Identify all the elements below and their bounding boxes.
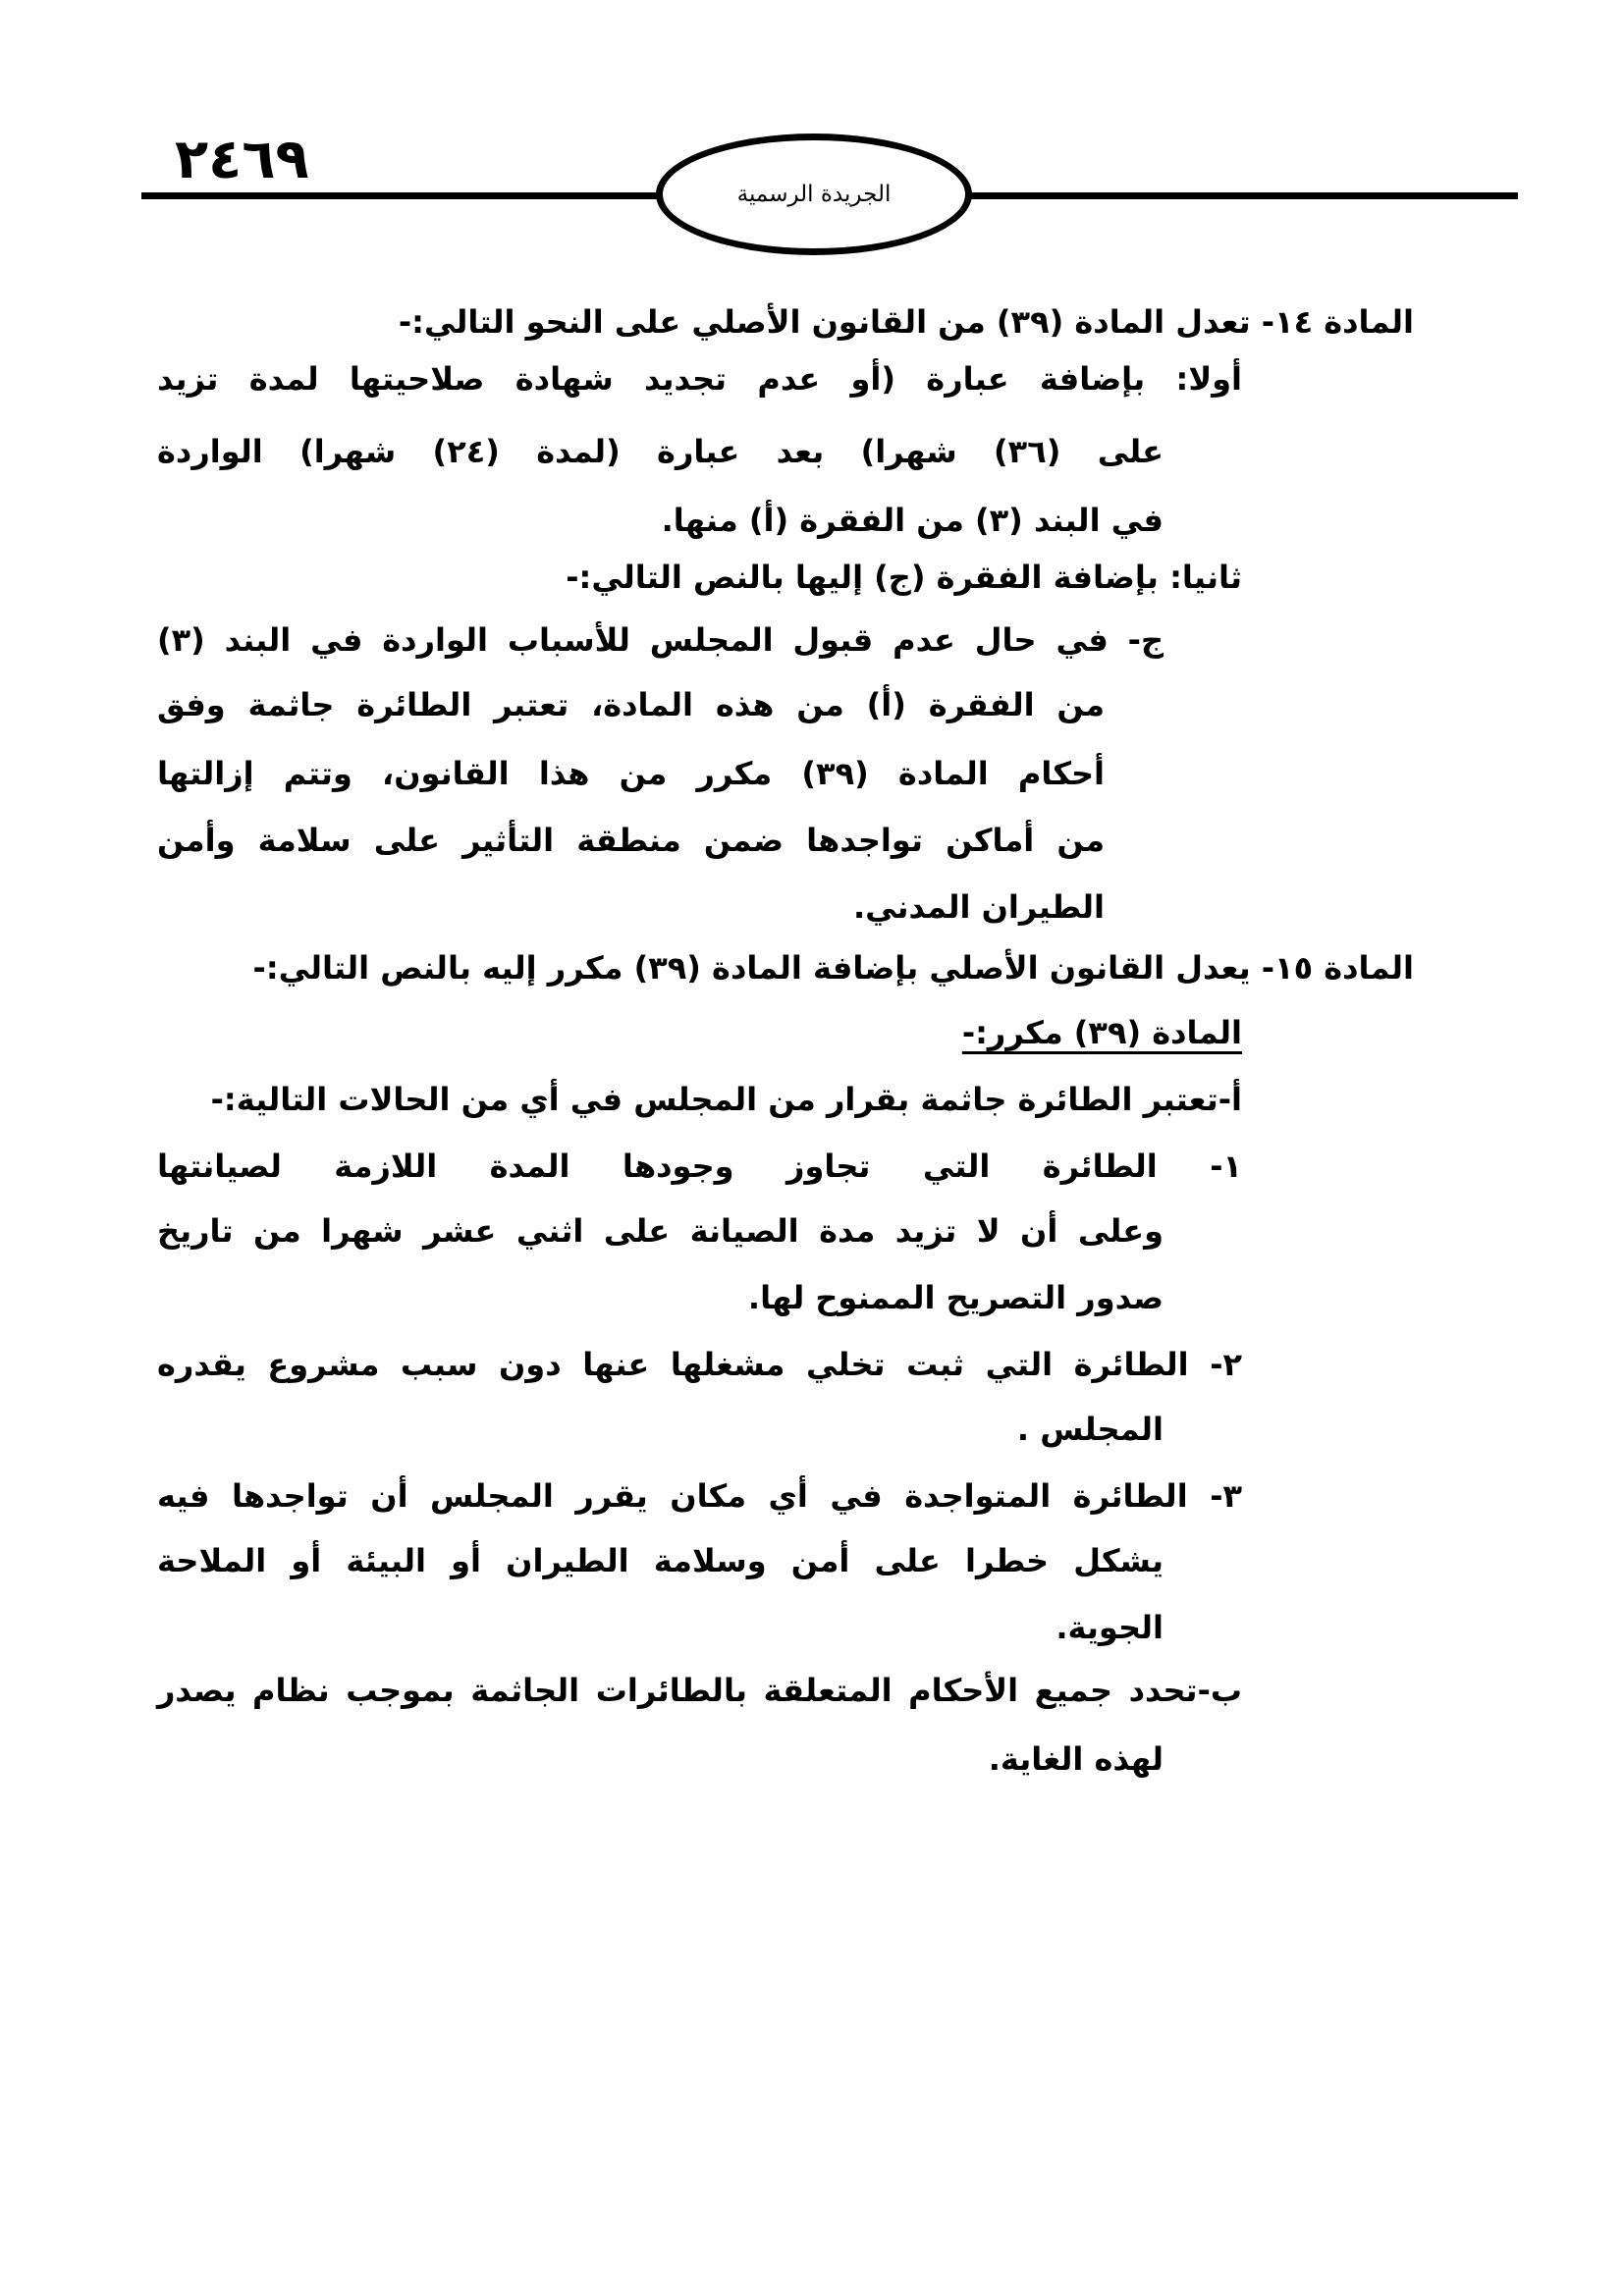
item-3-line-1: ٣- الطائرة المتواجدة في أي مكان يقرر المجلس أن تواجدها فيه — [157, 1477, 1242, 1515]
clause-first-line-2: على (٣٦) شهرا) بعد عبارة (لمدة (٢٤) شهرا) الواردة — [157, 433, 1164, 470]
item-3-line-2: يشكل خطرا على أمن وسلامة الطيران أو البيئة أو الملاحة — [157, 1542, 1164, 1579]
item-1-line-2: وعلى أن لا تزيد مدة الصيانة على اثني عشر شهرا من تاريخ — [157, 1212, 1164, 1250]
article-39-bis-title: المادة (٣٩) مكرر:- — [961, 1014, 1242, 1051]
item-2-line-1: ٢- الطائرة التي ثبت تخلي مشغلها عنها دون سبب مشروع يقدره — [157, 1346, 1242, 1383]
item-3-line-3: الجوية. — [1056, 1609, 1164, 1646]
clause-first-line-3: في البند (٣) من الفقرة (أ) منها. — [661, 502, 1164, 539]
article-15-heading: المادة ١٥- يعدل القانون الأصلي بإضافة المادة (٣٩) مكرر إليه بالنص التالي:- — [252, 949, 1414, 987]
paragraph-c-line-2: من الفقرة (أ) من هذه المادة، تعتبر الطائرة جاثمة وفق — [157, 686, 1105, 723]
paragraph-c-line-5: الطيران المدني. — [852, 888, 1105, 926]
item-2-line-2: المجلس . — [1016, 1411, 1164, 1448]
paragraph-b-line-2: لهذه الغاية. — [988, 1740, 1164, 1778]
clause-first-line-1: أولا: بإضافة عبارة (أو عدم تجديد شهادة صلاحيتها لمدة تزيد — [157, 360, 1242, 398]
article-14-heading: المادة ١٤- تعدل المادة (٣٩) من القانون الأصلي على النحو التالي:- — [398, 303, 1414, 341]
item-1-line-3: صدور التصريح الممنوح لها. — [747, 1279, 1164, 1316]
paragraph-c-line-1: ج- في حال عدم قبول المجلس للأسباب الواردة في البند (٣) — [157, 621, 1164, 659]
paragraph-a-heading: أ-تعتبر الطائرة جاثمة بقرار من المجلس في أي من الحالات التالية:- — [210, 1081, 1242, 1118]
page-number: ٢٤٦٩ — [175, 128, 309, 191]
paragraph-b-line-1: ب-تحدد جميع الأحكام المتعلقة بالطائرات الجاثمة بموجب نظام يصدر — [157, 1672, 1242, 1709]
paragraph-c-line-4: من أماكن تواجدها ضمن منطقة التأثير على سلامة وأمن — [157, 822, 1105, 859]
paragraph-c-line-3: أحكام المادة (٣٩) مكرر من هذا القانون، وتتم إزالتها — [157, 755, 1106, 792]
publication-title: الجريدة الرسمية — [736, 182, 892, 207]
item-1-line-1: ١- الطائرة التي تجاوز وجودها المدة اللازمة لصيانتها — [157, 1148, 1242, 1185]
clause-second-line-1: ثانيا: بإضافة الفقرة (ج) إليها بالنص التالي:- — [566, 559, 1242, 596]
